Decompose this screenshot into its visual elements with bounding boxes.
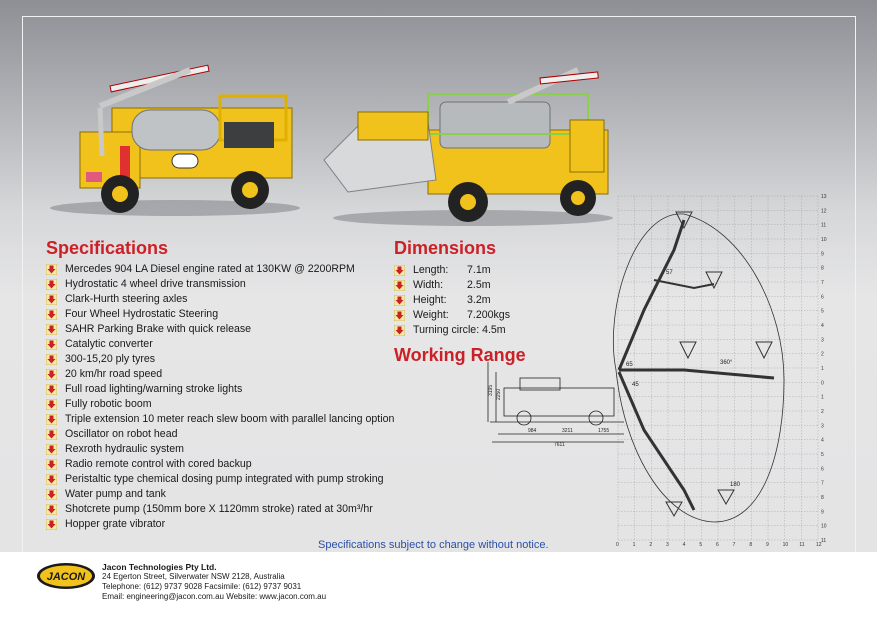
truck-photo-front [40, 36, 310, 218]
bullet-icon [46, 414, 57, 425]
y-tick-label: 5 [821, 308, 824, 315]
spec-item-text: Fully robotic boom [65, 398, 152, 410]
y-tick-label: 0 [821, 380, 824, 387]
bullet-icon [394, 310, 405, 321]
bullet-icon [46, 459, 57, 470]
x-tick-label: 4 [682, 542, 686, 548]
dimension-label: Turning circle: 4.5m [413, 324, 506, 336]
dimension-label: Width: [413, 279, 444, 291]
company-info [102, 562, 326, 602]
y-tick-label: 11 [821, 222, 827, 229]
bullet-icon [46, 384, 57, 395]
bullet-icon [46, 519, 57, 530]
bullet-icon [394, 280, 405, 291]
angle-label-45: 45 [632, 382, 639, 388]
bullet-icon [46, 489, 57, 500]
specifications-list [46, 262, 394, 532]
dimension-value: 7.200kgs [467, 309, 510, 321]
spec-item-text: Full road lighting/warning stroke lights [65, 383, 243, 395]
x-tick-label: 11 [799, 542, 805, 548]
angle-label-65: 65 [626, 362, 633, 368]
x-tick-label: 6 [716, 542, 719, 548]
y-tick-label: 12 [821, 208, 827, 215]
dimensions-heading: Dimensions [394, 238, 497, 258]
dimension-label: Length: [413, 264, 449, 276]
spec-item-text: Four Wheel Hydrostatic Steering [65, 308, 219, 320]
dim-7611: 7611 [554, 442, 565, 448]
spec-item [46, 457, 394, 472]
spec-item-text: Clark-Hurth steering axles [65, 293, 188, 305]
spec-item-text: 20 km/hr road speed [65, 368, 163, 380]
spec-item [46, 277, 394, 292]
dimension-label: Weight: [413, 309, 449, 321]
bullet-icon [394, 295, 405, 306]
bullet-icon [46, 354, 57, 365]
bullet-icon [394, 325, 405, 336]
spec-item [46, 487, 394, 502]
working-range-diagram [484, 190, 828, 550]
angle-label-180: 180 [730, 482, 741, 488]
dimension-value: 7.1m [467, 264, 491, 276]
x-tick-label: 2 [649, 542, 653, 548]
spec-item-text: Catalytic converter [65, 338, 153, 350]
y-tick-label: 11 [821, 538, 827, 544]
specifications-heading: Specifications [46, 238, 169, 258]
spec-item [46, 382, 394, 397]
y-tick-label: 3 [821, 337, 824, 344]
bullet-icon [46, 399, 57, 410]
bullet-icon [46, 264, 57, 275]
y-tick-label: 1 [821, 366, 824, 372]
bullet-icon [46, 339, 57, 350]
spec-item-text: Mercedes 904 LA Diesel engine rated at 130KW @ 2200RPM [65, 263, 355, 275]
spec-item-text: Shotcrete pump (150mm bore X 1120mm stroke) rated at 30m³/hr [65, 503, 373, 515]
company-name: Jacon Technologies Pty Ltd. [102, 562, 217, 572]
spec-item-text: Peristaltic type chemical dosing pump integrated with pump stroking [65, 473, 384, 485]
bullet-icon [46, 369, 57, 380]
x-tick-label: 7 [732, 542, 736, 548]
spec-item [46, 367, 394, 382]
svg-text:JACON: JACON [46, 571, 86, 583]
spec-item-text: SAHR Parking Brake with quick release [65, 323, 252, 335]
dim-984: 984 [528, 428, 537, 434]
x-tick-label: 5 [699, 542, 703, 548]
spec-item-text: Hydrostatic 4 wheel drive transmission [65, 278, 246, 290]
y-tick-label: 9 [821, 251, 824, 258]
y-tick-label: 2 [821, 409, 824, 415]
working-range-heading: Working Range [394, 345, 526, 365]
x-tick-label: 10 [782, 542, 789, 548]
y-tick-label: 7 [821, 480, 824, 487]
angle-label-57: 57 [666, 270, 673, 276]
spec-item [46, 352, 394, 367]
spec-item-text: Triple extension 10 meter reach slew boom with parallel lancing option [65, 413, 395, 425]
disclaimer-note: Specifications subject to change without notice. [318, 539, 549, 551]
y-tick-label: 2 [821, 351, 824, 358]
dimension-value: 3.2m [467, 294, 491, 306]
bullet-icon [46, 279, 57, 290]
bullet-icon [394, 265, 405, 276]
spec-item [46, 517, 394, 532]
y-tick-label: 8 [821, 265, 824, 272]
spec-item [46, 427, 394, 442]
spec-item-text: Oscillator on robot head [65, 428, 178, 440]
spec-item [46, 322, 394, 337]
y-tick-label: 6 [821, 294, 824, 301]
spec-item [46, 337, 394, 352]
spec-item [46, 397, 394, 412]
spec-item-text: Rexroth hydraulic system [65, 443, 184, 455]
dim-2250: 2250 [496, 388, 502, 400]
y-tick-label: 1 [821, 394, 824, 401]
spec-item-text: 300-15,20 ply tyres [65, 353, 156, 365]
dim-1755: 1755 [598, 428, 610, 434]
spec-item [46, 472, 394, 487]
dim-3195: 3195 [488, 384, 494, 396]
dimension-label: Height: [413, 294, 447, 306]
x-tick-label: 0 [616, 542, 619, 548]
spec-item [46, 412, 394, 427]
angle-label-360: 360° [720, 360, 733, 366]
x-tick-label: 12 [816, 542, 822, 548]
bullet-icon [46, 474, 57, 485]
company-phone: Telephone: (612) 9737 9028 Facsimile: (612) 9737 9031 [102, 582, 302, 591]
spec-item [46, 442, 394, 457]
y-tick-label: 13 [821, 194, 827, 200]
y-tick-label: 9 [821, 509, 824, 516]
jacon-logo [36, 562, 96, 590]
company-email: Email: engineering@jacon.com.au Website: www.jacon.com.au [102, 592, 327, 601]
y-tick-label: 4 [821, 323, 824, 329]
spec-item [46, 502, 394, 517]
spec-item [46, 262, 394, 277]
spec-item-text: Radio remote control with cored backup [65, 458, 252, 470]
bullet-icon [46, 294, 57, 305]
bullet-icon [46, 504, 57, 515]
y-tick-label: 5 [821, 452, 824, 458]
x-tick-label: 1 [632, 542, 636, 548]
y-tick-label: 10 [821, 523, 827, 530]
dim-3211: 3211 [562, 428, 573, 434]
x-tick-label: 8 [749, 542, 753, 548]
bullet-icon [46, 429, 57, 440]
bullet-icon [46, 309, 57, 320]
spec-item [46, 292, 394, 307]
x-tick-label: 9 [766, 542, 769, 548]
dimension-value: 2.5m [467, 279, 491, 291]
x-tick-label: 3 [666, 542, 669, 548]
y-tick-label: 8 [821, 495, 824, 501]
y-tick-label: 3 [821, 423, 824, 430]
y-tick-label: 7 [821, 280, 824, 286]
spec-item-text: Hopper grate vibrator [65, 518, 166, 530]
spec-item-text: Water pump and tank [65, 488, 166, 500]
y-tick-label: 4 [821, 437, 824, 444]
y-tick-label: 10 [821, 237, 827, 243]
spec-item [46, 307, 394, 322]
y-tick-label: 6 [821, 466, 824, 473]
bullet-icon [46, 444, 57, 455]
company-address: 24 Egerton Street, Silverwater NSW 2128, Australia [102, 572, 285, 581]
bullet-icon [46, 324, 57, 335]
